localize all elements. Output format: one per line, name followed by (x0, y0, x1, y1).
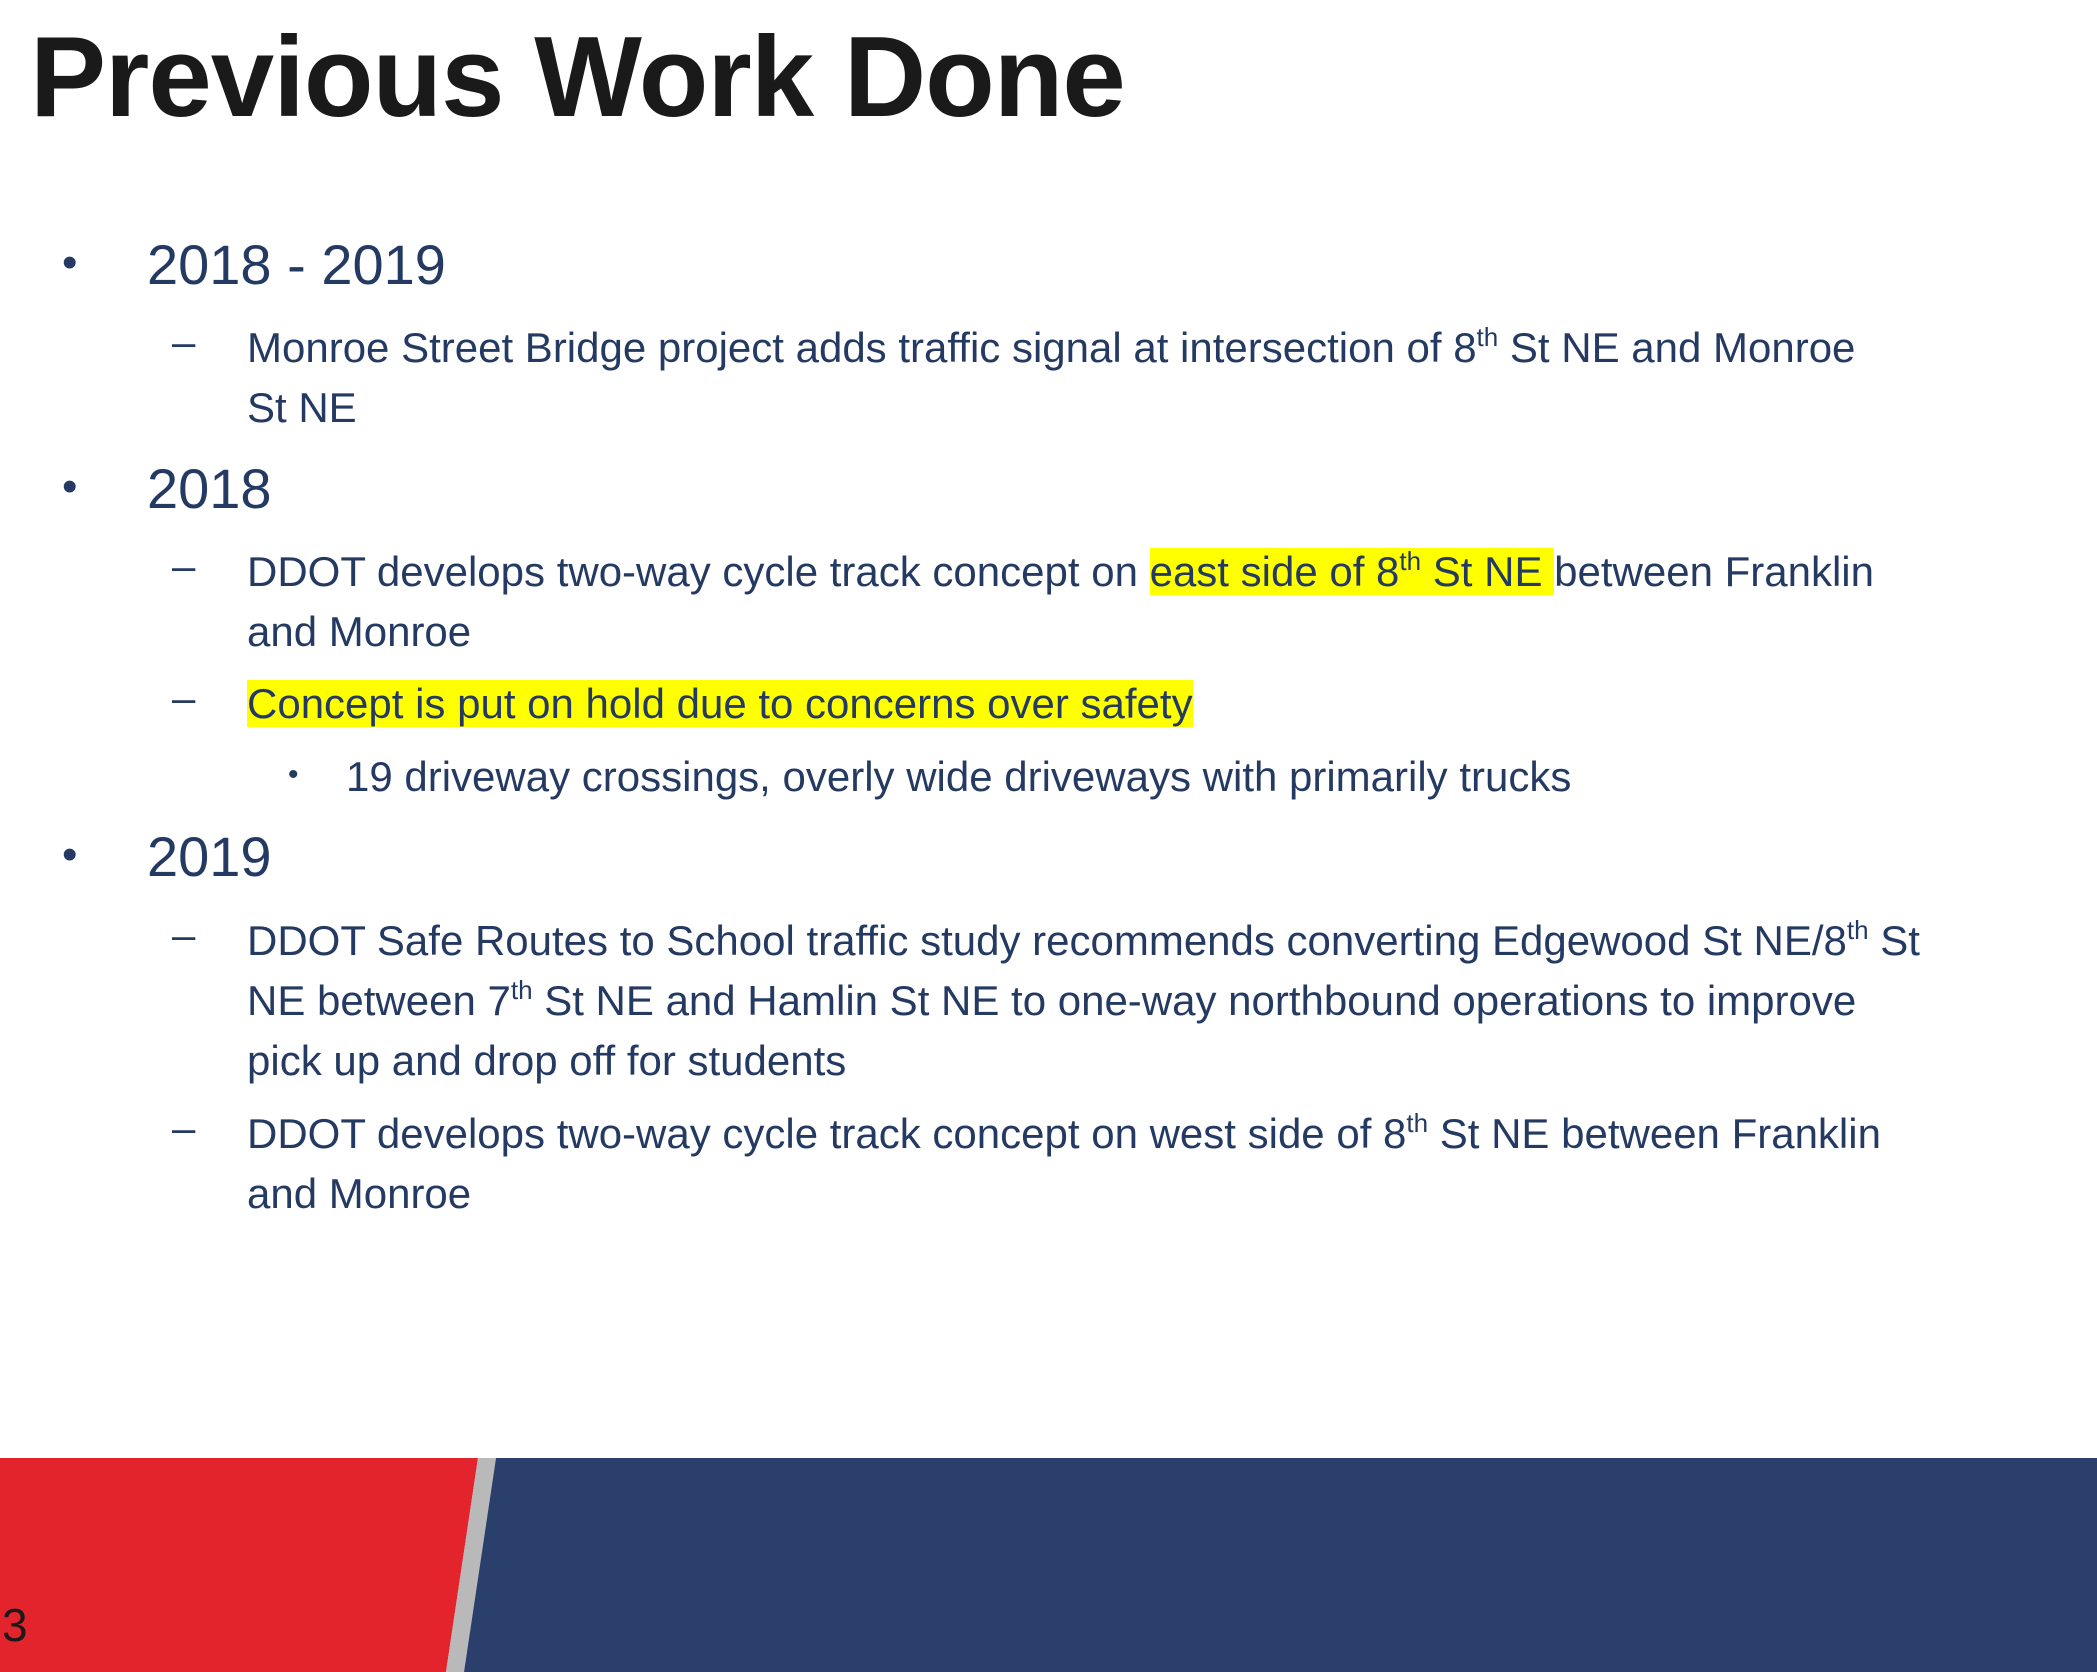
ordinal-suffix: th (1399, 546, 1422, 576)
list-item-continuation (247, 971, 1856, 1031)
section-heading: 2019 (147, 825, 272, 888)
dash-icon: – (172, 1104, 196, 1151)
bullet-icon: • (62, 462, 78, 511)
ordinal-suffix: th (510, 975, 533, 1005)
list-item (247, 318, 1855, 378)
list-item (247, 542, 1874, 602)
dash-icon: – (172, 318, 196, 365)
item-text: DDOT Safe Routes to School traffic study recommends converting Edgewood St NE/8 (247, 917, 1847, 964)
dash-icon: – (172, 674, 196, 721)
item-text: St NE and Hamlin St NE to one-way northbound operations to improve (532, 977, 1857, 1024)
item-text: DDOT develops two-way cycle track concept on west side of 8 (247, 1110, 1407, 1157)
list-item (247, 1104, 1881, 1164)
ordinal-suffix: th (1476, 322, 1499, 352)
highlighted-text (1150, 548, 1555, 595)
item-text: St (1868, 917, 1920, 964)
list-item-continuation: and Monroe (247, 608, 472, 655)
item-text: between Franklin (1554, 548, 1874, 595)
item-text: NE between 7 (247, 977, 511, 1024)
item-text: east side of 8 (1149, 548, 1400, 595)
list-item-continuation: and Monroe (247, 1170, 472, 1217)
footer-red-band (0, 1458, 478, 1672)
list-item (247, 911, 1920, 971)
list-item-continuation: pick up and drop off for students (247, 1037, 847, 1084)
item-text: Monroe Street Bridge project adds traffic signal at intersection of 8 (247, 324, 1477, 371)
list-item (247, 674, 1193, 734)
slide-title: Previous Work Done (30, 14, 1125, 141)
footer-banner (0, 1458, 2097, 1672)
page-number: 3 (2, 1599, 28, 1651)
ordinal-suffix: th (1406, 1108, 1429, 1138)
section-heading: 2018 (147, 457, 272, 520)
bullet-icon: • (288, 758, 299, 791)
ordinal-suffix: th (1846, 915, 1869, 945)
item-text: DDOT develops two-way cycle track concept on (247, 548, 1150, 595)
bullet-icon: • (62, 238, 78, 287)
item-text: St NE and Monroe (1498, 324, 1856, 371)
dash-icon: – (172, 911, 196, 958)
highlighted-text: Concept is put on hold due to concerns over safety (247, 680, 1193, 727)
footer-navy-band (464, 1458, 2097, 1672)
bullet-icon: • (62, 830, 78, 879)
section-heading: 2018 - 2019 (147, 233, 446, 296)
dash-icon: – (172, 542, 196, 589)
item-text: St NE between Franklin (1428, 1110, 1881, 1157)
item-text: St NE (1421, 548, 1555, 595)
list-item-continuation: St NE (247, 384, 357, 431)
sub-list-item: 19 driveway crossings, overly wide driveways with primarily trucks (346, 753, 1572, 800)
